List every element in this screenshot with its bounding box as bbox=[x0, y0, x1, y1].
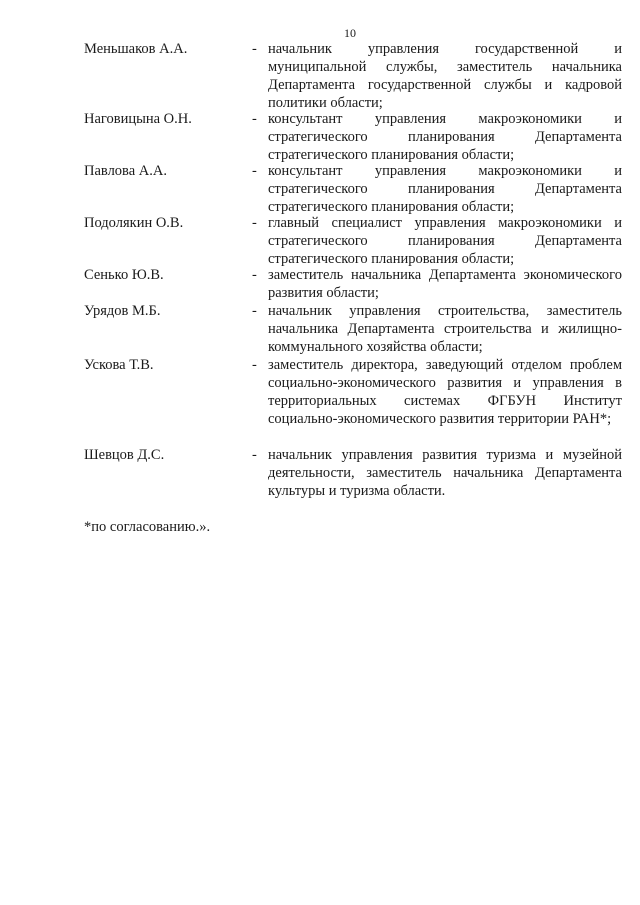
member-name: Урядов М.Б. bbox=[84, 303, 161, 319]
member-position: консультант управления макроэкономики и стратегического планирования Департамента стратегического планирования области; bbox=[268, 163, 622, 215]
dash-separator: - bbox=[252, 215, 257, 231]
member-name: Сенько Ю.В. bbox=[84, 267, 164, 283]
member-name: Ускова Т.В. bbox=[84, 357, 154, 373]
member-entry bbox=[84, 302, 622, 356]
dash-separator: - bbox=[252, 111, 257, 127]
member-entry bbox=[84, 356, 622, 428]
member-name: Подолякин О.В. bbox=[84, 215, 184, 231]
member-position: главный специалист управления макроэкономики и стратегического планирования Департамента стратегического планирования области; bbox=[268, 215, 622, 267]
member-entry bbox=[84, 40, 622, 112]
member-name: Меньшаков А.А. bbox=[84, 41, 188, 57]
member-entry bbox=[84, 266, 622, 302]
dash-separator: - bbox=[252, 357, 257, 373]
member-position: начальник управления строительства, заместитель начальника Департамента строительства и жилищно-коммунального хозяйства области; bbox=[268, 303, 622, 355]
member-entry bbox=[84, 446, 622, 500]
dash-separator: - bbox=[252, 163, 257, 179]
member-name: Шевцов Д.С. bbox=[84, 447, 165, 463]
member-position: консультант управления макроэкономики и стратегического планирования Департамента стратегического планирования области; bbox=[268, 111, 622, 163]
member-name: Павлова А.А. bbox=[84, 163, 167, 179]
member-position: начальник управления государственной и муниципальной службы, заместитель начальника Департамента государственной службы и кадровой политики области; bbox=[268, 41, 622, 111]
member-position: начальник управления развития туризма и музейной деятельности, заместитель начальника Департамента культуры и туризма области. bbox=[268, 447, 622, 499]
member-entry bbox=[84, 110, 622, 164]
member-entry bbox=[84, 162, 622, 216]
dash-separator: - bbox=[252, 41, 257, 57]
dash-separator: - bbox=[252, 267, 257, 283]
dash-separator: - bbox=[252, 447, 257, 463]
page-number: 10 bbox=[344, 26, 356, 40]
member-name: Наговицына О.Н. bbox=[84, 111, 192, 127]
dash-separator: - bbox=[252, 303, 257, 319]
member-position: заместитель директора, заведующий отделом проблем социально-экономического развития и управления в территориальных системах ФГБУН Институт социально-экономического развития территории РАН*; bbox=[268, 357, 622, 427]
member-position: заместитель начальника Департамента экономического развития области; bbox=[268, 267, 622, 301]
member-entry bbox=[84, 214, 622, 268]
footnote: *по согласованию.». bbox=[84, 519, 211, 535]
